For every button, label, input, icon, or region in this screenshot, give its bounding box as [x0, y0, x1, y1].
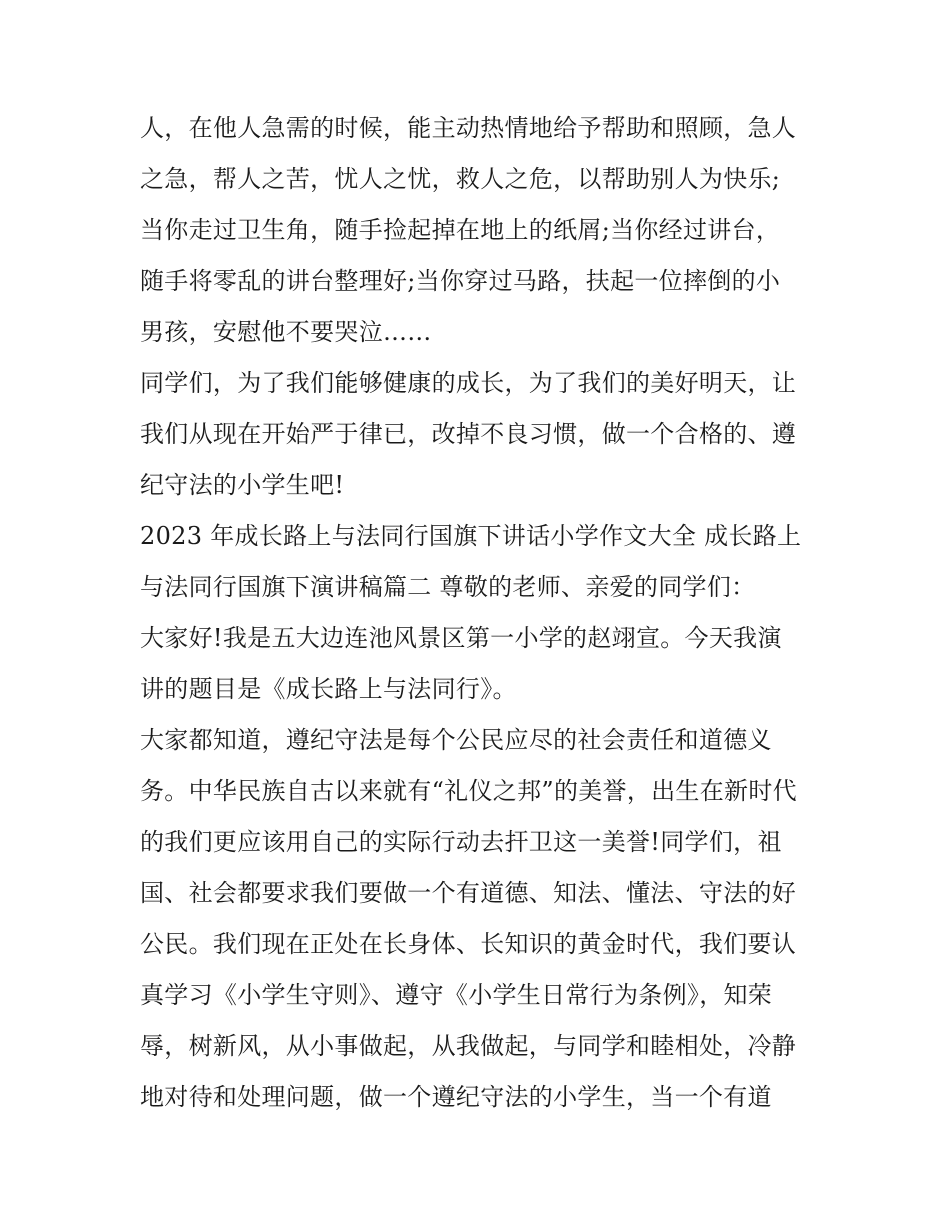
- text-line: 的我们更应该用自己的实际行动去扞卫这一美誉!同学们，祖: [140, 828, 782, 856]
- text-line: 2023 年成长路上与法同行国旗下讲话小学作文大全 成长路上: [140, 522, 802, 550]
- text-line: 真学习《小学生守则》、遵守《小学生日常行为条例》，知荣: [140, 981, 773, 1009]
- text-line: 随手将零乱的讲台整理好;当你穿过马路，扶起一位摔倒的小: [140, 267, 781, 295]
- text-line: 与法同行国旗下演讲稿篇二 尊敬的老师、亲爱的同学们：: [140, 573, 756, 601]
- text-line: 人，在他人急需的时候，能主动热情地给予帮助和照顾，急人: [140, 114, 797, 142]
- text-line: 纪守法的小学生吧!: [140, 471, 345, 499]
- text-line: 地对待和处理问题，做一个遵纪守法的小学生，当一个有道: [140, 1083, 772, 1111]
- text-line: 公民。我们现在正处在长身体、长知识的黄金时代，我们要认: [140, 930, 797, 958]
- text-line: 同学们，为了我们能够健康的成长，为了我们的美好明天，让: [140, 369, 797, 397]
- text-line: 国、社会都要求我们要做一个有道德、知法、懂法、守法的好: [140, 879, 797, 907]
- text-line: 务。中华民族自古以来就有“礼仪之邦”的美誉，出生在新时代: [140, 777, 797, 805]
- text-line: 当你走过卫生角，随手捡起掉在地上的纸屑;当你经过讲台，: [140, 216, 781, 244]
- text-line: 讲的题目是《成长路上与法同行》。: [140, 675, 517, 703]
- text-line: 我们从现在开始严于律已，改掉不良习惯，做一个合格的、遵: [140, 420, 797, 448]
- text-line: 男孩，安慰他不要哭泣……: [140, 318, 432, 346]
- text-line: 辱，树新风，从小事做起，从我做起，与同学和睦相处，冷静: [140, 1032, 797, 1060]
- text-line: 之急，帮人之苦，忧人之忧，救人之危，以帮助别人为快乐;: [140, 165, 781, 193]
- text-line: 大家好!我是五大边连池风景区第一小学的赵翊宣。今天我演: [140, 624, 782, 652]
- text-line: 大家都知道，遵纪守法是每个公民应尽的社会责任和道德义: [140, 726, 772, 754]
